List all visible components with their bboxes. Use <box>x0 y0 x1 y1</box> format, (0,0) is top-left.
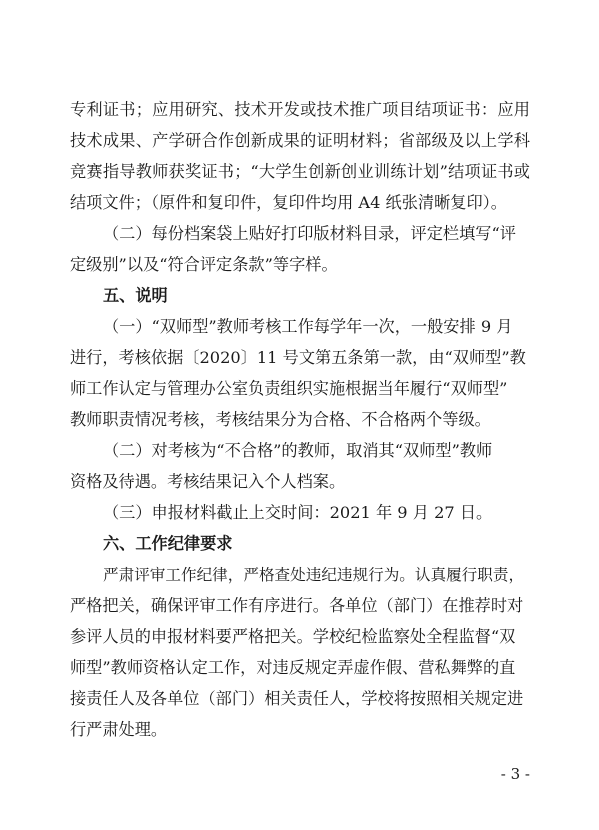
body-line: 严格把关，确保评审工作有序进行。各单位（部门）在推荐时对 <box>70 596 524 615</box>
section-heading-5: 五、说明 <box>103 286 168 305</box>
section-heading-6: 六、工作纪律要求 <box>103 534 233 553</box>
body-line: 专利证书；应用研究、技术开发或技术推广项目结项证书：应用 <box>70 100 530 119</box>
body-line: 师工作认定与管理办公室负责组织实施根据当年履行“双师型” <box>70 379 508 398</box>
body-line: 竞赛指导教师获奖证书；“大学生创新创业训练计划”结项证书或 <box>70 162 530 181</box>
paragraph-start-line: （三）申报材料截止上交时间：2021 年 9 月 27 日。 <box>103 503 493 522</box>
body-line: 结项文件；（原件和复印件，复印件均用 A4 纸张清晰复印）。 <box>70 193 507 212</box>
paragraph-start-line: （二）每份档案袋上贴好打印版材料目录，评定栏填写“评 <box>103 224 516 243</box>
paragraph-start-line: 严肃评审工作纪律，严格查处违纪违规行为。认真履行职责， <box>103 566 525 584</box>
body-line: 接责任人及各单位（部门）相关责任人，学校将按照相关规定进 <box>70 689 524 708</box>
body-line: 参评人员的申报材料要严格把关。学校纪检监察处全程监督“双 <box>70 627 516 646</box>
body-line: 技术成果、产学研合作创新成果的证明材料；省部级及以上学科 <box>70 131 530 150</box>
body-line: 师型”教师资格认定工作，对违反规定弄虚作假、营私舞弊的直 <box>70 658 516 677</box>
paragraph-start-line: （一）“双师型”教师考核工作每学年一次，一般安排 9 月 <box>103 317 513 336</box>
body-line: 进行，考核依据〔2020〕11 号文第五条第一款，由“双师型”教 <box>70 348 526 367</box>
paragraph-start-line: （二）对考核为“不合格”的教师，取消其“双师型”教师 <box>103 441 493 460</box>
page-number: - 3 - <box>500 765 530 783</box>
body-line: 定级别”以及“符合评定条款”等字样。 <box>70 255 338 274</box>
body-line: 资格及待遇。考核结果记入个人档案。 <box>70 472 346 491</box>
body-line: 行严肃处理。 <box>70 720 168 739</box>
body-line: 教师职责情况考核，考核结果分为合格、不合格两个等级。 <box>70 410 491 429</box>
